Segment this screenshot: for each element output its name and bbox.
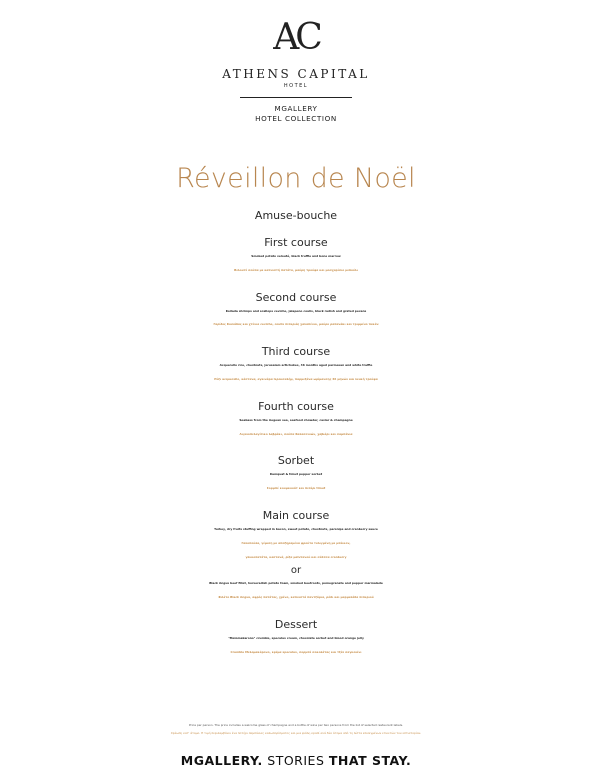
- dish-greek: γλυκοπατάτα, καστανά, ρίζα μαϊντανού και σάλτσα cranberry: [245, 554, 347, 559]
- dish-greek: Γαρίδες Κοιλάδας και χτένια ceviche, coulis πιπεριάς χαλαπένιο, μαύρο ραπανάκι και τριμμένο πεκάν: [213, 322, 379, 327]
- amuse-bouche-section: [0, 209, 592, 223]
- dish-greek: Ρύζι acquerello, κάστανα, αγκινάρα Ιερουσαλήμ, παρμεζάνα ωρίμανσης 36 μηνών και λευκή τρούφα: [214, 376, 378, 381]
- ac-logo: AC: [273, 17, 319, 58]
- dish-english: Seabass from the Aegean sea, seafood chowder, caviar & champagne: [239, 417, 353, 422]
- dish-greek: Σορμπέ κουμκουάτ και πιπέρι timut: [266, 486, 326, 491]
- price-note-greek: Χρέωση κατ' άτομο. Η τιμή περιλαμβάνει ένα ποτήρι σαμπάνιας καλωσορίσματος και μια φιάλη κρασί ανά δύο άτομα από τη λίστα επιλεγμένων ετικετών του εστιατορίου.: [170, 731, 422, 735]
- course-section-first: [0, 236, 592, 278]
- collection-line-2: HOTEL COLLECTION: [255, 114, 337, 123]
- header-divider: [240, 97, 352, 98]
- dish-english: Kumquat & timut pepper sorbet: [269, 472, 323, 477]
- mgallery-tagline: [0, 753, 592, 768]
- dish-english: Black Angus beef fillet, horseradish potato foam, smoked beetroots, pomegranate and pepper marmalade: [209, 581, 383, 586]
- dish-greek: Φιλέτο Black Angus, αφρός πατάτας, χρένο, καπνιστά παντζάρια, ρόδι και μαρμελάδα πιπεριού: [218, 595, 374, 600]
- course-section-main: [0, 509, 592, 605]
- dish-english: Acquerello rice, chestnuts, Jerusalem artichokes, 36 months aged parmesan and white truffle: [219, 363, 373, 368]
- dish-english: Smoked potato velouté, black truffle and bone marrow: [251, 254, 341, 258]
- course-heading: Fourth course: [258, 399, 334, 413]
- course-section-dessert: [0, 618, 592, 660]
- course-section-sorbet: [0, 454, 592, 496]
- course-section-third: [0, 345, 592, 387]
- dish-english: Koilada shrimps and scallops ceviche, jalapeno coulis, black radish and grated pecans: [225, 308, 367, 313]
- menu-title: Réveillon de Noël: [176, 163, 416, 194]
- tagline-stories: STORIES: [267, 753, 325, 768]
- hotel-label: HOTEL: [283, 83, 309, 89]
- dish-greek: Βελουτέ σούπα με καπνιστή πατάτα, μαύρη τρούφα και μοσχαρίσιο μεδούλι: [234, 267, 358, 272]
- tagline-that-stay: THAT STAY.: [328, 753, 412, 768]
- menu-body: [0, 209, 592, 673]
- course-heading: Second course: [255, 290, 337, 304]
- course-section-fourth: [0, 400, 592, 442]
- hotel-name: ATHENS CAPITAL: [222, 67, 370, 81]
- course-heading: Dessert: [274, 617, 318, 631]
- dish-english: "Melomakarono" crumble, speculus cream, chocolate sorbet and blood orange jelly: [228, 635, 364, 640]
- tagline-brand: MGALLERY.: [180, 753, 263, 768]
- hotel-header: [0, 18, 592, 124]
- course-heading: Main course: [262, 508, 330, 522]
- course-section-second: [0, 291, 592, 333]
- course-heading: Amuse-bouche: [254, 209, 338, 222]
- or-separator: or: [290, 565, 302, 577]
- price-note: [0, 721, 592, 737]
- course-heading: Third course: [261, 345, 331, 359]
- price-note-english: Price per person. The price includes a welcome glass of champagne and a bottle of wine per two persons from the list of selected restaurant labels.: [188, 723, 404, 727]
- dish-greek: Γαλοπούλα, γέμιση με αποξηραμένα φρούτα τυλιγμένη με μπέικον,: [241, 540, 351, 545]
- dish-greek: Αιγαιοπελαγίτικο λαβράκι, σούπα θαλασσινών, χαβιάρι και σαμπάνια: [239, 431, 353, 436]
- dish-english: Turkey, dry fruits stuffing wrapped in bacon, sweet potato, chestnuts, parsnips and cranberry sauce: [214, 526, 378, 531]
- collection-line-1: MGALLERY: [274, 104, 318, 113]
- dish-greek: Crumble Μελομακάρονο, κρέμα speculus, σορμπέ σοκολάτας και τζέλ σαγκουίνι: [230, 649, 362, 654]
- course-heading: Sorbet: [277, 454, 315, 468]
- course-heading: First course: [264, 236, 328, 249]
